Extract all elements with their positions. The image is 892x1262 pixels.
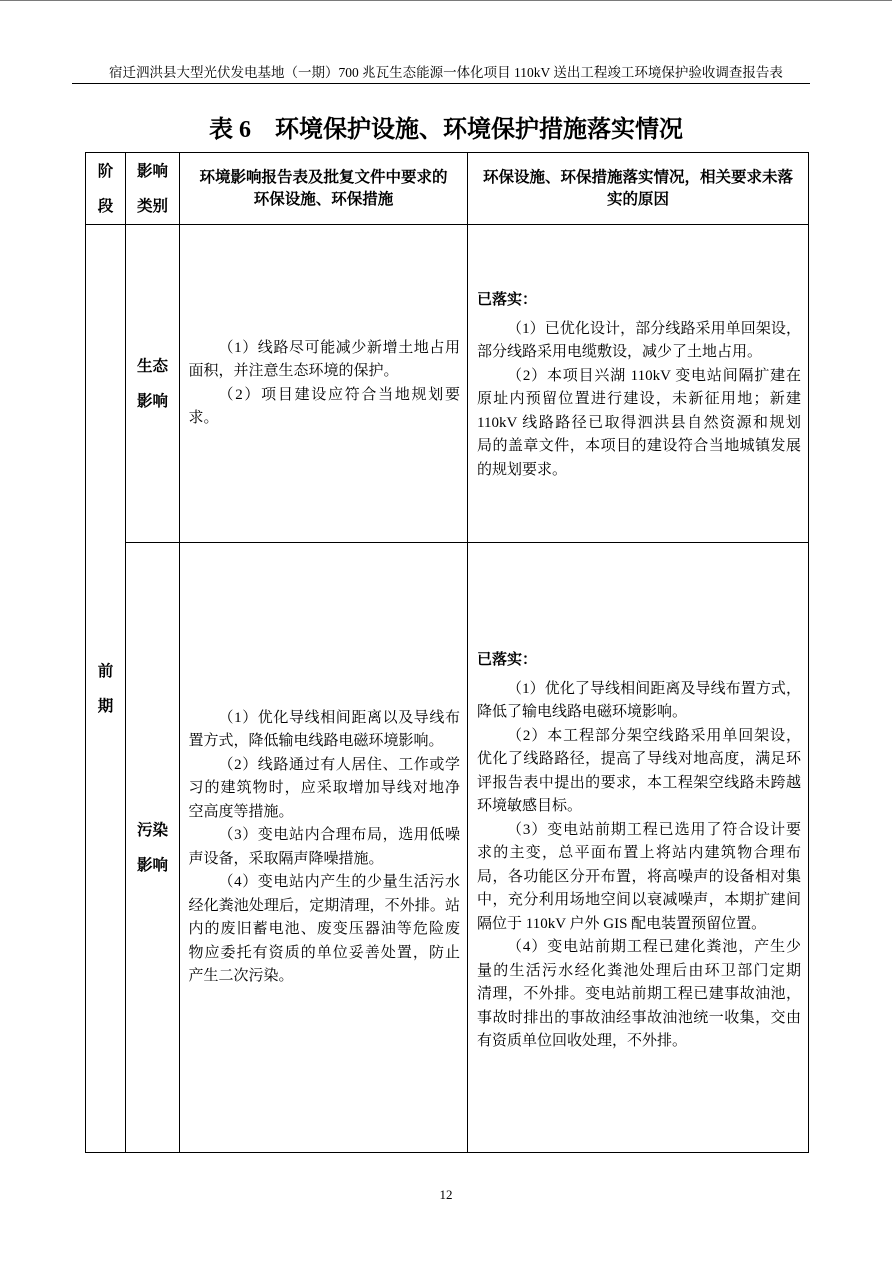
- impact-type-line: 影响: [136, 856, 168, 874]
- text-line: 优化了线路路径，提高了导线对地高度，满足环: [477, 751, 801, 767]
- paragraph: [189, 337, 461, 384]
- stage-line: 前: [97, 662, 114, 680]
- page-number: 12: [439, 1187, 453, 1202]
- text-line: 面积，并注意生态环境的保护。: [188, 363, 399, 379]
- text-line: 环境敏感目标。: [477, 798, 583, 814]
- status-label: 已落实：: [477, 651, 538, 668]
- page-top-edge: [0, 0, 892, 1]
- table-title: 表 6 环境保护设施、环境保护措施落实情况: [209, 117, 683, 143]
- paragraph: [189, 754, 461, 825]
- row-ecology-requirements: [179, 224, 468, 543]
- header-implementation-line: 实的原因: [606, 190, 669, 208]
- header-cell-implementation: [467, 152, 809, 225]
- text-line: （3）变电站内合理布局，选用低噪: [218, 827, 460, 843]
- text-line: 有资质单位回收处理，不外排。: [477, 1033, 688, 1049]
- text-line: （1）优化导线相间距离以及导线布: [218, 709, 460, 726]
- header-impact-type-line: 影响: [136, 162, 168, 180]
- text-line: 中，充分利用场地空间以衰减噪声，本期扩建间: [477, 892, 801, 908]
- measures-table: [85, 152, 809, 1153]
- paragraph: [477, 318, 801, 365]
- impact-type-line: 生态: [136, 357, 168, 375]
- impact-type-line: 影响: [136, 392, 168, 410]
- header-implementation-line: 环保设施、环保措施落实情况，相关要求未落: [482, 168, 793, 186]
- text-line: 部分线路采用电缆敷设，减少了土地占用。: [477, 344, 763, 361]
- text-line: 产生二次污染。: [188, 968, 294, 984]
- text-line: 清理，不外排。变电站前期工程已建事故油池，: [477, 986, 801, 1002]
- paragraph: [189, 824, 461, 871]
- text-line: （1）线路尽可能减少新增土地占用: [218, 339, 460, 356]
- paragraph: [477, 365, 801, 483]
- paragraph: [477, 678, 801, 725]
- header-requirements-line: 环保设施、环保措施: [253, 190, 394, 208]
- text-line: 物应委托有资质的单位妥善处置，防止: [188, 944, 460, 961]
- header-cell-requirements: [179, 152, 468, 225]
- header-cell-stage: [85, 152, 126, 225]
- text-line: 原址内预留位置进行建设，未新征用地；新建: [477, 391, 801, 408]
- row-pollution-requirements: [179, 542, 468, 1153]
- row-pollution-implementation: [467, 542, 809, 1153]
- paragraph: [477, 936, 801, 1054]
- stage-cell: [85, 224, 126, 1153]
- text-line: （2）本项目兴湖 110kV 变电站间隔扩建在: [507, 367, 801, 384]
- row-ecology-implementation: [467, 224, 809, 543]
- stage-line: 期: [97, 697, 114, 715]
- text-line: 习的建筑物时，应采取增加导线对地净: [188, 780, 460, 796]
- text-line: 隔位于 110kV 户外 GIS 配电装置预留位置。: [477, 915, 767, 932]
- text-line: 局的盖章文件，本项目的建设符合当地城镇发展: [477, 438, 801, 455]
- paragraph: [477, 725, 801, 819]
- text-line: 的规划要求。: [477, 461, 568, 478]
- header-rule: [72, 83, 810, 84]
- row-pollution-impact-type: [125, 542, 180, 1153]
- text-line: （2）本工程部分架空线路采用单回架设，: [507, 727, 801, 744]
- text-line: （1）优化了导线相间距离及导线布置方式，: [507, 680, 801, 697]
- text-line: 声设备，采取隔声降噪措施。: [188, 850, 384, 867]
- text-line: 内的废旧蓄电池、废变压器油等危险废: [188, 921, 460, 937]
- paragraph: [477, 819, 801, 937]
- text-line: 经化粪池处理后，定期清理，不外排。站: [188, 897, 460, 914]
- text-line: 降低了输电线路电磁环境影响。: [477, 704, 688, 720]
- text-line: （4）变电站前期工程已建化粪池，产生少: [507, 939, 801, 955]
- text-line: （3）变电站前期工程已选用了符合设计要: [507, 821, 801, 838]
- header-impact-type-line: 类别: [136, 197, 168, 215]
- text-line: 事故时排出的事故油经事故油池统一收集，交由: [477, 1009, 801, 1026]
- text-line: （2）线路通过有人居住、工作或学: [218, 756, 460, 773]
- header-cell-impact-type: [125, 152, 180, 225]
- header-stage-line: 阶: [97, 162, 114, 180]
- text-line: （2）项目建设应符合当地规划要: [218, 386, 460, 403]
- header-stage-line: 段: [97, 197, 114, 215]
- text-line: 求的主变，总平面布置上将站内建筑物合理布: [477, 845, 801, 861]
- text-line: 空高度等措施。: [188, 803, 294, 820]
- text-line: 评报告表中提出的要求，本工程架空线路未跨越: [477, 774, 801, 791]
- header-requirements-line: 环境影响报告表及批复文件中要求的: [199, 168, 448, 186]
- status-label: 已落实：: [477, 291, 538, 308]
- impact-type-line: 污染: [136, 821, 168, 839]
- text-line: 置方式，降低输电线路电磁环境影响。: [188, 733, 444, 749]
- row-ecology-impact-type: [125, 224, 180, 543]
- text-line: （1）已优化设计，部分线路采用单回架设，: [507, 320, 801, 337]
- running-header: 宿迁泗洪县大型光伏发电基地（一期）700 兆瓦生态能源一体化项目 110kV 送出工程竣工环境保护验收调查报告表: [109, 65, 783, 80]
- paragraph: [189, 707, 461, 754]
- text-line: 110kV 线路路径已取得泗洪县自然资源和规划: [477, 414, 801, 431]
- paragraph: [189, 384, 461, 431]
- text-line: 量的生活污水经化粪池处理后由环卫部门定期: [477, 962, 801, 979]
- paragraph: [189, 871, 461, 989]
- text-line: 求。: [188, 410, 219, 426]
- text-line: 局，各功能区分开布置，将高噪声的设备相对集: [477, 868, 801, 885]
- text-line: （4）变电站内产生的少量生活污水: [218, 874, 460, 890]
